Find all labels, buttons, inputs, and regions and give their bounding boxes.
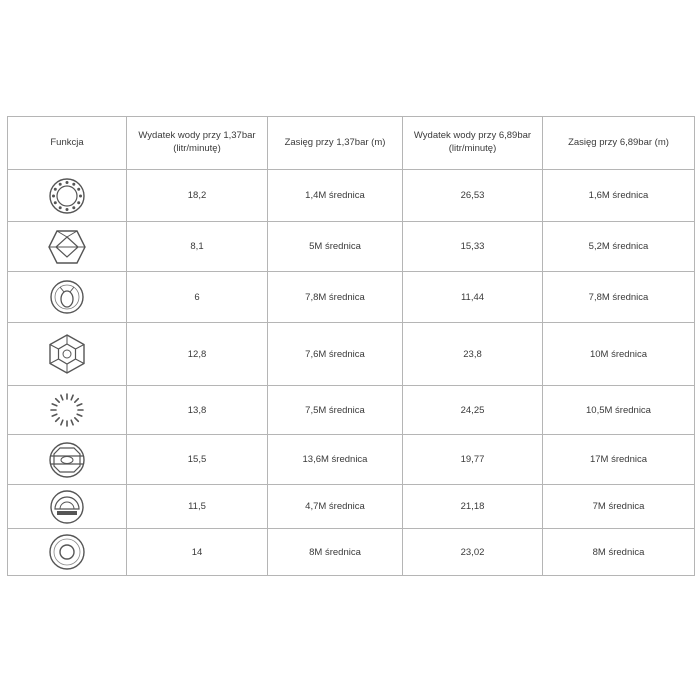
function-cell <box>8 485 127 529</box>
table-row <box>8 222 695 272</box>
flow-137-cell: 14 <box>127 529 268 576</box>
flow-689-cell: 21,18 <box>403 485 543 529</box>
flow-689-cell: 24,25 <box>403 386 543 435</box>
range-137-cell: 7,5M średnica <box>268 386 403 435</box>
flow-137-cell: 13,8 <box>127 386 268 435</box>
octagon-band-icon <box>47 440 87 480</box>
table-row <box>8 323 695 386</box>
table-row <box>8 529 695 576</box>
range-689-cell: 10,5M średnica <box>543 386 695 435</box>
flow-137-cell: 15,5 <box>127 435 268 485</box>
function-cell <box>8 272 127 323</box>
double-ring-icon <box>47 532 87 572</box>
range-137-cell: 13,6M średnica <box>268 435 403 485</box>
header-row <box>8 117 695 170</box>
function-cell <box>8 435 127 485</box>
table-row <box>8 485 695 529</box>
function-cell <box>8 222 127 272</box>
flow-137-cell: 6 <box>127 272 268 323</box>
flow-689-cell: 11,44 <box>403 272 543 323</box>
flow-689-cell: 15,33 <box>403 222 543 272</box>
range-137-cell: 7,8M średnica <box>268 272 403 323</box>
table-row <box>8 386 695 435</box>
range-689-cell: 7M średnica <box>543 485 695 529</box>
flow-689-cell: 26,53 <box>403 170 543 222</box>
flow-137-cell: 12,8 <box>127 323 268 386</box>
table-row <box>8 272 695 323</box>
range-137-cell: 4,7M średnica <box>268 485 403 529</box>
function-cell <box>8 386 127 435</box>
range-689-cell: 1,6M średnica <box>543 170 695 222</box>
header-range-137: Zasięg przy 1,37bar (m) <box>268 117 403 170</box>
dotted-ring-icon <box>47 176 87 216</box>
header-range-689: Zasięg przy 6,89bar (m) <box>543 117 695 170</box>
radial-dashes-icon <box>47 390 87 430</box>
function-cell <box>8 529 127 576</box>
range-137-cell: 1,4M średnica <box>268 170 403 222</box>
range-689-cell: 8M średnica <box>543 529 695 576</box>
header-flow-137: Wydatek wody przy 1,37bar (litr/minutę) <box>127 117 268 170</box>
table-row <box>8 435 695 485</box>
range-137-cell: 5M średnica <box>268 222 403 272</box>
half-circle-fan-icon <box>47 488 87 526</box>
range-689-cell: 17M średnica <box>543 435 695 485</box>
hexagon-diamond-icon <box>47 228 87 266</box>
flow-689-cell: 23,02 <box>403 529 543 576</box>
header-function: Funkcja <box>8 117 127 170</box>
flow-137-cell: 8,1 <box>127 222 268 272</box>
flow-137-cell: 11,5 <box>127 485 268 529</box>
hexagon-star-icon <box>46 333 88 375</box>
flow-689-cell: 23,8 <box>403 323 543 386</box>
ring-oval-icon <box>47 277 87 317</box>
range-137-cell: 8M średnica <box>268 529 403 576</box>
header-flow-689: Wydatek wody przy 6,89bar (litr/minutę) <box>403 117 543 170</box>
function-cell <box>8 170 127 222</box>
flow-137-cell: 18,2 <box>127 170 268 222</box>
range-689-cell: 7,8M średnica <box>543 272 695 323</box>
spray-pattern-table <box>7 116 695 576</box>
range-137-cell: 7,6M średnica <box>268 323 403 386</box>
range-689-cell: 5,2M średnica <box>543 222 695 272</box>
function-cell <box>8 323 127 386</box>
table-row <box>8 170 695 222</box>
range-689-cell: 10M średnica <box>543 323 695 386</box>
flow-689-cell: 19,77 <box>403 435 543 485</box>
